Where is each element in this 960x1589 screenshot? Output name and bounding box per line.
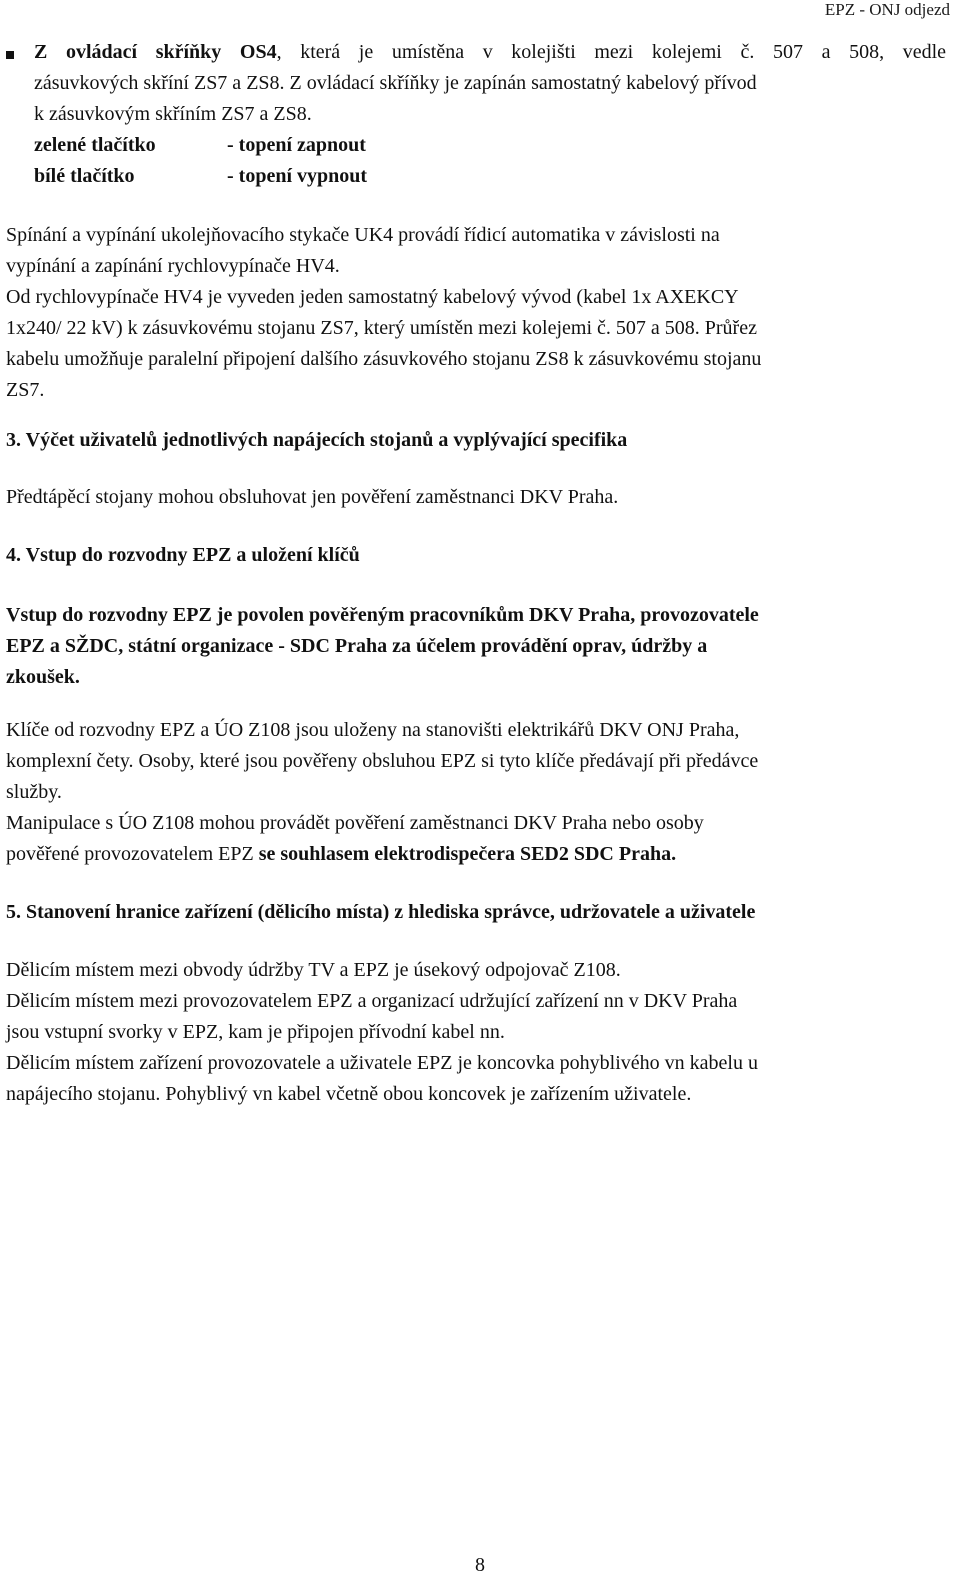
bullet-line-3: k zásuvkovým skříním ZS7 a ZS8. <box>34 103 312 125</box>
buttons-table <box>34 130 634 192</box>
bullet-item <box>6 37 946 130</box>
running-header: EPZ - ONJ odjezd <box>824 0 950 19</box>
section-4-heading: 4. Vstup do rozvodny EPZ a uložení klíčů <box>6 544 360 566</box>
paragraph-line <box>6 839 946 870</box>
access-paragraph <box>6 600 946 693</box>
paragraph-line: Manipulace s ÚO Z108 mohou provádět pověření zaměstnanci DKV Praha nebo osoby <box>6 812 704 834</box>
paragraph-line: napájecího stojanu. Pohyblivý vn kabel včetně obou koncovek je zařízením uživatele. <box>6 1083 692 1105</box>
section-3-text: Předtápěcí stojany mohou obsluhovat jen pověření zaměstnanci DKV Praha. <box>6 486 619 508</box>
bullet-text <box>6 37 946 130</box>
boundary-paragraph <box>6 955 946 1110</box>
bullet-lead: Z ovládací skříňky OS4 <box>34 41 277 63</box>
paragraph-line: Dělicím místem mezi provozovatelem EPZ a organizací udržující zařízení nn v DKV Praha <box>6 990 738 1012</box>
paragraph-line: komplexní čety. Osoby, které jsou pověřeny obsluhou EPZ si tyto klíče předávají při předávce <box>6 750 759 772</box>
manip-line2-normal: pověřené provozovatelem EPZ <box>6 843 259 865</box>
paragraph-line: Dělicím místem zařízení provozovatele a uživatele EPZ je koncovka pohyblivého vn kabelu u <box>6 1052 758 1074</box>
button-action: - topení zapnout <box>227 134 366 156</box>
section-3-heading: 3. Výčet uživatelů jednotlivých napájecích stojanů a vyplývající specifika <box>6 429 628 451</box>
paragraph-line: Spínání a vypínání ukolejňovacího stykače UK4 provádí řídicí automatika v závislosti na <box>6 224 720 246</box>
paragraph-line: Od rychlovypínače HV4 je vyveden jeden samostatný kabelový vývod (kabel 1x AXEKCY <box>6 286 739 308</box>
section-5-heading: 5. Stanovení hranice zařízení (dělicího místa) z hlediska správce, udržovatele a uživatele <box>6 901 756 923</box>
paragraph-line: vypínání a zapínání rychlovypínače HV4. <box>6 255 340 277</box>
paragraph-line: 1x240/ 22 kV) k zásuvkovému stojanu ZS7, který umístěn mezi kolejemi č. 507 a 508. Průřez <box>6 317 757 339</box>
manip-line2-bold: se souhlasem elektrodispečera SED2 SDC Praha. <box>258 843 677 865</box>
paragraph-line: kabelu umožňuje paralelní připojení dalšího zásuvkového stojanu ZS8 k zásuvkovému stojanu <box>6 348 762 370</box>
paragraph-line: jsou vstupní svorky v EPZ, kam je připojen přívodní kabel nn. <box>6 1021 505 1043</box>
square-bullet-icon <box>6 51 14 59</box>
paragraph-line: zkoušek. <box>6 666 80 688</box>
bullet-line1-rest: , která je umístěna v kolejišti mezi kolejemi č. 507 a 508, vedle <box>276 41 947 63</box>
paragraph-line: Klíče od rozvodny EPZ a ÚO Z108 jsou uloženy na stanovišti elektrikářů DKV ONJ Praha, <box>6 719 740 741</box>
table-row <box>34 161 634 192</box>
switching-paragraph <box>6 220 946 406</box>
button-action: - topení vypnout <box>227 165 368 187</box>
paragraph-line: Vstup do rozvodny EPZ je povolen pověřeným pracovníkům DKV Praha, provozovatele <box>6 604 759 626</box>
keys-paragraph <box>6 715 946 870</box>
button-name: bílé tlačítko <box>34 165 135 187</box>
bullet-line-2: zásuvkových skříní ZS7 a ZS8. Z ovládací skříňky je zapínán samostatný kabelový přívod <box>34 72 757 94</box>
bullet-line-1 <box>34 37 946 68</box>
paragraph-line: Dělicím místem mezi obvody údržby TV a EPZ je úsekový odpojovač Z108. <box>6 959 621 981</box>
paragraph-line: služby. <box>6 781 62 803</box>
table-row <box>34 130 634 161</box>
paragraph-line: ZS7. <box>6 379 45 401</box>
page-number: 8 <box>475 1554 485 1576</box>
paragraph-line: EPZ a SŽDC, státní organizace - SDC Praha za účelem provádění oprav, údržby a <box>6 635 708 657</box>
button-name: zelené tlačítko <box>34 134 156 156</box>
